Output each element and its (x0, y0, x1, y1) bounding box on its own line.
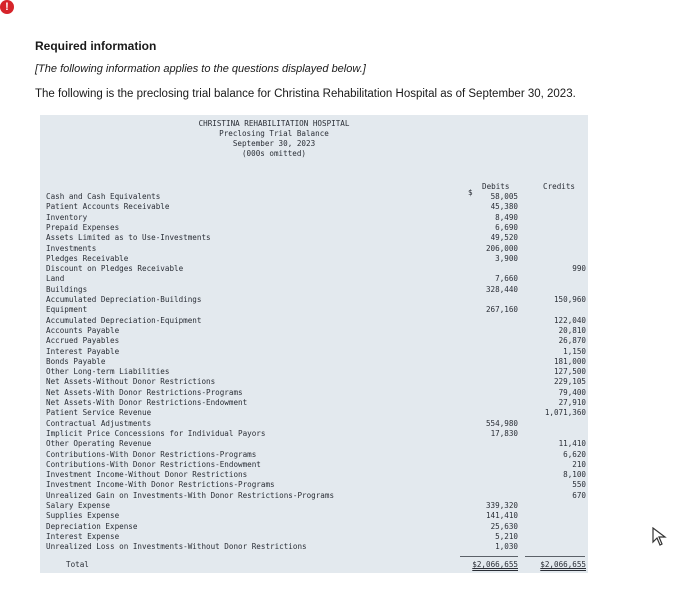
credit-amount: 127,500 (553, 367, 586, 377)
debit-amount: 5,210 (495, 531, 518, 541)
credit-amount: 27,910 (558, 398, 586, 407)
debit-amount: 45,380 (490, 202, 518, 212)
credit-amount: 1,071,360 (544, 408, 586, 418)
exclamation-icon: ! (0, 0, 14, 14)
account-name: Interest Payable (46, 346, 120, 356)
debit-amount: 25,630 (490, 521, 518, 531)
total-label: Total (66, 560, 89, 569)
account-name: Net Assets-With Donor Restrictions-Endowment (46, 398, 248, 407)
intro-text: The following is the preclosing trial balance for Christina Rehabilitation Hospital as of September 30, 2023. (35, 88, 576, 100)
debit-amount: 206,000 (485, 243, 518, 253)
account-name: Discount on Pledges Receivable (46, 264, 184, 274)
account-name: Accumulated Depreciation-Buildings (46, 295, 202, 304)
account-name: Pledges Receivable (46, 253, 129, 263)
credit-amount: 210 (572, 459, 586, 469)
account-name: Salary Expense (46, 501, 111, 510)
heading-line: (000s omitted) (241, 149, 306, 158)
trial-balance-heading (40, 119, 588, 159)
account-name: Accumulated Depreciation-Equipment (46, 315, 202, 325)
debit-amount: 58,005 (490, 192, 518, 201)
account-name: Net Assets-With Donor Restrictions-Programs (46, 387, 243, 397)
credit-amount: 670 (572, 490, 586, 500)
credit-amount: 20,810 (558, 325, 586, 335)
account-name: Investments (46, 243, 97, 253)
account-name: Other Operating Revenue (46, 439, 152, 449)
credit-amount: 122,040 (553, 315, 586, 325)
account-name: Cash and Cash Equivalents (46, 192, 161, 201)
debit-amount: 8,490 (495, 212, 518, 222)
account-name: Land (46, 274, 65, 284)
account-name: Contributions-With Donor Restrictions-Programs (46, 449, 257, 459)
mouse-pointer-icon (652, 527, 668, 547)
debit-amount: 1,030 (495, 542, 518, 552)
account-name: Equipment (46, 305, 88, 315)
debit-total-rule (460, 556, 518, 557)
account-name: Unrealized Gain on Investments-With Donor Restrictions-Programs (46, 490, 335, 500)
credit-amount: 229,105 (553, 377, 586, 387)
credit-amount: 6,620 (563, 449, 586, 459)
debit-amount: 49,520 (490, 233, 518, 243)
account-name: Investment Income-Without Donor Restrictions (46, 470, 248, 480)
credits-header: Credits (543, 182, 576, 191)
credit-amount: 8,100 (563, 470, 586, 480)
account-name: Patient Service Revenue (46, 408, 152, 418)
question-card (0, 20, 700, 589)
heading-line: Preclosing Trial Balance (219, 129, 329, 138)
credit-amount: 26,870 (558, 336, 586, 346)
account-name: Buildings (46, 284, 88, 294)
debit-amount: 267,160 (485, 305, 518, 315)
account-name: Accounts Payable (46, 325, 120, 335)
account-name: Bonds Payable (46, 356, 106, 366)
account-name: Contributions-With Donor Restrictions-Endowment (46, 459, 261, 469)
account-name: Assets Limited as to Use-Investments (46, 233, 211, 243)
debit-amount: 141,410 (485, 511, 518, 521)
heading-line: CHRISTINA REHABILITATION HOSPITAL (198, 119, 350, 128)
credit-amount: 181,000 (553, 356, 586, 366)
heading-line: September 30, 2023 (232, 139, 316, 148)
credit-amount: 11,410 (558, 439, 586, 449)
credit-amount: 990 (572, 264, 586, 274)
debit-amount: 3,900 (495, 253, 518, 263)
total-row (44, 559, 584, 570)
account-name: Unrealized Loss on Investments-Without Donor Restrictions (46, 542, 307, 552)
instruction-note: [The following information applies to the questions displayed below.] (35, 63, 366, 75)
credit-amount: 550 (572, 480, 586, 490)
account-name: Inventory (46, 212, 88, 222)
debit-amount: 554,980 (485, 418, 518, 428)
account-name: Contractual Adjustments (46, 418, 152, 428)
debits-header: Debits (482, 182, 510, 191)
credit-amount: 79,400 (558, 387, 586, 397)
debit-amount: 328,440 (485, 284, 518, 294)
account-name: Supplies Expense (46, 511, 120, 521)
account-name: Depreciation Expense (46, 521, 138, 531)
account-name: Net Assets-Without Donor Restrictions (46, 377, 216, 387)
credit-amount: 150,960 (553, 295, 586, 304)
dollar-sign: $ (468, 188, 473, 197)
credit-total-rule (525, 556, 585, 557)
debit-amount: 7,660 (495, 274, 518, 284)
account-name: Prepaid Expenses (46, 222, 120, 232)
total-debit: $2,066,655 (472, 560, 518, 569)
account-name: Investment Income-With Donor Restrictions-Programs (46, 480, 275, 490)
total-credit: $2,066,655 (540, 560, 586, 569)
debit-amount: 339,320 (485, 501, 518, 510)
debit-amount: 17,830 (490, 428, 518, 438)
account-name: Accrued Payables (46, 336, 120, 346)
account-name: Implicit Price Concessions for Individual Payors (46, 428, 266, 438)
ledger-row (44, 541, 584, 552)
account-name: Patient Accounts Receivable (46, 202, 170, 212)
credit-amount: 1,150 (563, 346, 586, 356)
account-name: Interest Expense (46, 531, 120, 541)
account-name: Other Long-term Liabilities (46, 367, 170, 377)
required-information-title: Required information (35, 39, 157, 53)
debit-amount: 6,690 (495, 222, 518, 232)
trial-balance-image (40, 115, 588, 573)
